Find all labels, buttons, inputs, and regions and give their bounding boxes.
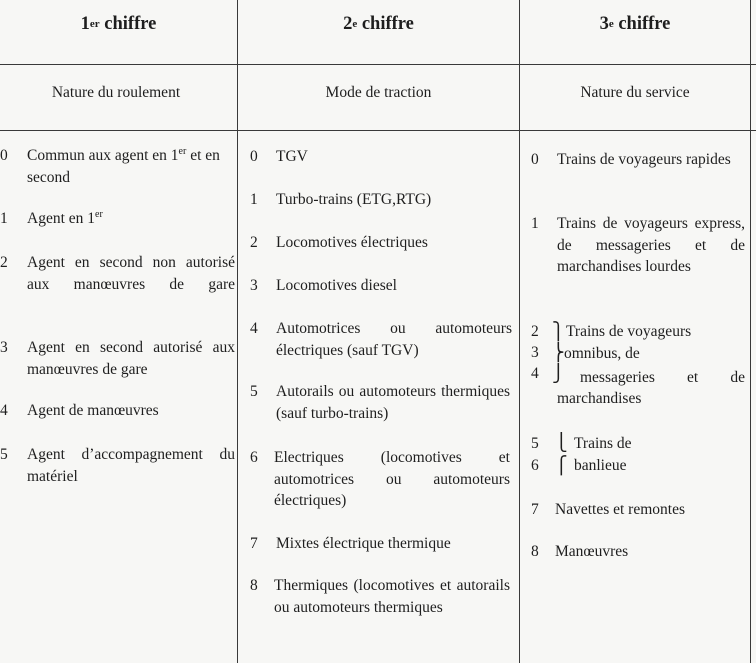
brace-bottom-icon: ⎭ xyxy=(552,364,565,383)
brace-top-icon: ⎫ xyxy=(552,322,565,341)
col1-number-4: 4 xyxy=(0,402,8,419)
col2-number-8: 8 xyxy=(250,577,258,594)
brace-lower-icon: ⎧ xyxy=(555,456,568,475)
table-right-border xyxy=(750,0,751,663)
col3-group234-line4: marchandises xyxy=(557,390,642,407)
col3-number-2: 2 xyxy=(531,323,539,340)
col3-group56-line2: banlieue xyxy=(574,457,627,474)
col3-number-0: 0 xyxy=(531,151,539,168)
col3-number-5: 5 xyxy=(531,435,539,452)
col3-group234-line2: omnibus, de xyxy=(564,345,640,362)
col1-item-3: Agent en second autorisé aux manœuvres de gare xyxy=(27,339,235,378)
col2-item-0: TGV xyxy=(276,148,308,165)
col2-item-1: Turbo-trains (ETG,RTG) xyxy=(276,191,432,208)
col3-number-1: 1 xyxy=(531,215,539,232)
col2-number-6: 6 xyxy=(250,449,258,466)
col2-item-3: Locomotives diesel xyxy=(276,277,397,294)
col3-number-3: 3 xyxy=(531,344,539,361)
col2-number-3: 3 xyxy=(250,277,258,294)
col2-item-8: Thermiques (locomotives et autorails ou automoteurs thermiques xyxy=(274,577,510,616)
col3-item-8: Manœuvres xyxy=(555,543,629,560)
brace-upper-icon: ⎩ xyxy=(555,433,568,452)
col3-item-1: Trains de voyageurs express, de messageries et de marchandises lourdes xyxy=(557,215,745,275)
col1-item-0: Commun aux agent en 1er et en second xyxy=(27,146,220,186)
col3-number-4: 4 xyxy=(531,365,539,382)
col3-group234-line1: Trains de voyageurs xyxy=(566,323,692,340)
col1-item-2: Agent en second non autorisé aux manœuvres de gare xyxy=(27,254,235,293)
col3-number-7: 7 xyxy=(531,501,539,518)
col2-number-1: 1 xyxy=(250,191,258,208)
col3-item-0: Trains de voyageurs rapides xyxy=(557,151,731,168)
header-divider xyxy=(0,64,756,65)
col1-number-1: 1 xyxy=(0,210,8,227)
col2-item-7: Mixtes électrique thermique xyxy=(276,535,451,552)
subheader-1: Nature du roulement xyxy=(51,84,181,101)
col1-number-3: 3 xyxy=(0,339,8,356)
col3-group56-line1: Trains de xyxy=(574,435,632,452)
subheader-divider xyxy=(0,130,756,131)
col2-item-5: Autorails ou automoteurs thermiques (sauf turbo-trains) xyxy=(276,383,510,422)
col2-number-7: 7 xyxy=(250,535,258,552)
col2-item-2: Locomotives électriques xyxy=(276,234,428,251)
col1-item-4: Agent de manœuvres xyxy=(27,402,159,419)
col2-number-2: 2 xyxy=(250,234,258,251)
column-header-3: 3 e chiffre xyxy=(599,13,671,34)
col1-item-5: Agent d’accompagnement du matériel xyxy=(27,446,235,485)
col2-number-4: 4 xyxy=(250,320,258,337)
col3-number-6: 6 xyxy=(531,457,539,474)
subheader-2: Mode de traction xyxy=(325,84,432,101)
column-header-1: 1 er chiffre xyxy=(80,13,157,34)
col2-item-4: Automotrices ou automoteurs électriques (sauf TGV) xyxy=(276,320,512,359)
col3-group234-line3: messageries et de xyxy=(580,369,745,386)
col1-number-2: 2 xyxy=(0,254,8,271)
subheader-3: Nature du service xyxy=(580,84,690,101)
col2-item-6: Electriques (locomotives et automotrices ou automoteurs électriques) xyxy=(274,449,510,509)
brace-middle-icon: ⎬ xyxy=(552,343,565,362)
col3-number-8: 8 xyxy=(531,543,539,560)
col2-number-5: 5 xyxy=(250,383,258,400)
col1-item-1: Agent en 1er xyxy=(27,209,103,227)
column-header-2: 2 e chiffre xyxy=(343,13,414,34)
col1-number-5: 5 xyxy=(0,446,8,463)
col3-item-7: Navettes et remontes xyxy=(555,501,685,518)
col2-number-0: 0 xyxy=(250,148,258,165)
col1-number-0: 0 xyxy=(0,147,8,164)
